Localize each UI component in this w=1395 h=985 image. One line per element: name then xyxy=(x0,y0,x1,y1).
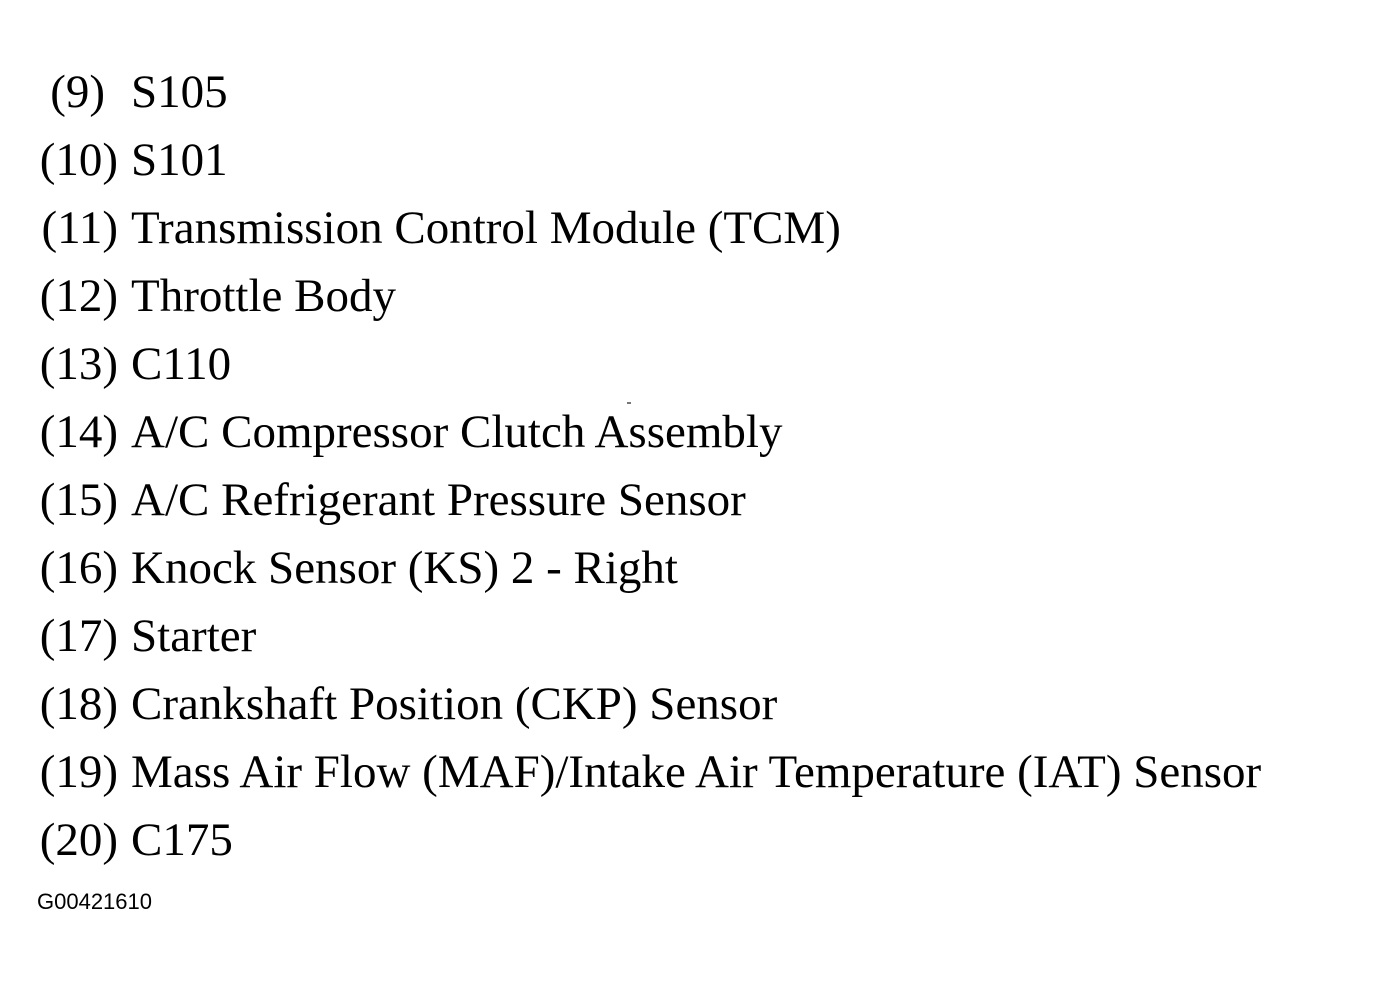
legend-item-label: Crankshaft Position (CKP) Sensor xyxy=(131,678,778,730)
legend-item-label: A/C Refrigerant Pressure Sensor xyxy=(131,474,746,526)
legend-item-number: (11) xyxy=(41,202,118,254)
legend-item xyxy=(0,130,228,190)
legend-item-label: Knock Sensor (KS) 2 - Right xyxy=(131,542,678,594)
legend-item xyxy=(0,606,256,666)
legend-item-number: (10) xyxy=(39,134,118,186)
scan-dot-mark xyxy=(627,402,631,404)
legend-item xyxy=(0,62,228,122)
legend-item-label: Transmission Control Module (TCM) xyxy=(131,202,841,254)
legend-item-label: S101 xyxy=(131,134,228,186)
legend-item-number: (18) xyxy=(39,678,118,730)
legend-item xyxy=(0,674,777,734)
legend-item xyxy=(0,470,746,530)
legend-item-number: (13) xyxy=(39,338,118,390)
legend-item xyxy=(0,742,1261,802)
legend-item-number: (15) xyxy=(39,474,118,526)
legend-item-label: Throttle Body xyxy=(131,270,396,322)
legend-item xyxy=(0,538,678,598)
legend-item-number: (9) xyxy=(50,66,105,118)
legend-item-label: Starter xyxy=(131,610,257,662)
legend-item-label: A/C Compressor Clutch Assembly xyxy=(131,406,783,458)
legend-item xyxy=(0,402,782,462)
legend-item xyxy=(0,810,233,870)
legend-item xyxy=(0,334,231,394)
legend-item-number: (20) xyxy=(39,814,118,866)
legend-item-label: S105 xyxy=(131,66,228,118)
figure-id: G00421610 xyxy=(37,889,152,914)
legend-item xyxy=(0,266,396,326)
legend-item-number: (17) xyxy=(39,610,118,662)
legend-item-label: C175 xyxy=(131,814,233,866)
legend-item xyxy=(0,198,841,258)
legend-item-number: (14) xyxy=(39,406,118,458)
legend-item-number: (16) xyxy=(39,542,118,594)
legend-item-number: (19) xyxy=(39,746,118,798)
legend-item-label: Mass Air Flow (MAF)/Intake Air Temperature (IAT) Sensor xyxy=(131,746,1262,798)
legend-item-number: (12) xyxy=(39,270,118,322)
legend-item-label: C110 xyxy=(131,338,232,390)
